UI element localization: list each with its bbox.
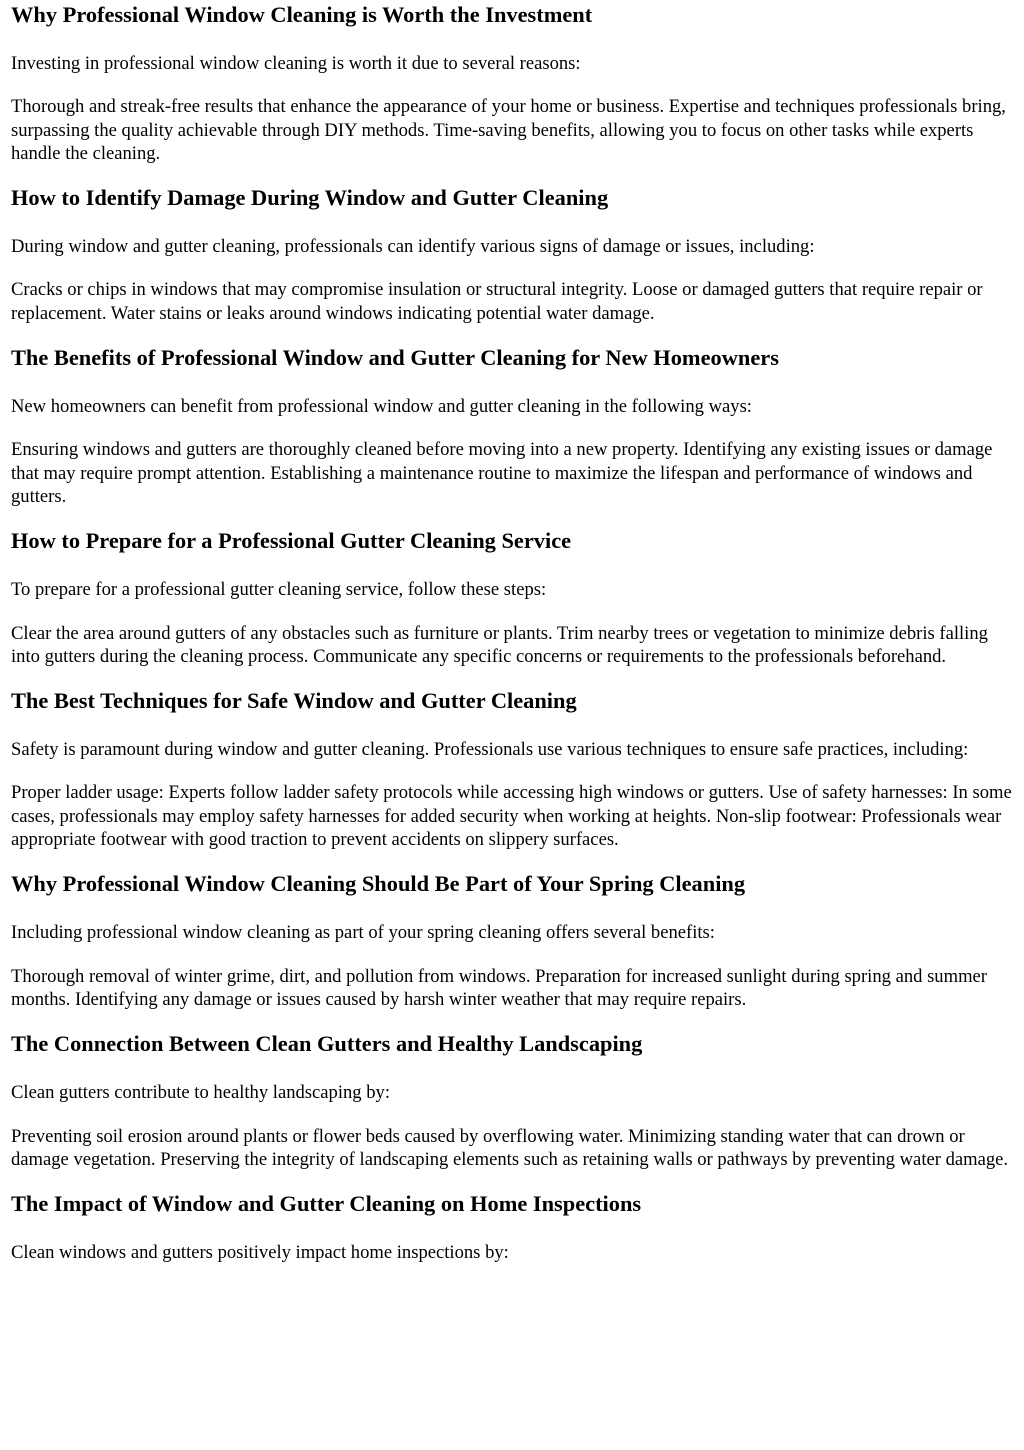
section-heading: The Impact of Window and Gutter Cleaning on Home Inspections [11,1191,642,1217]
section-intro: Safety is paramount during window and gutter cleaning. Professionals use various techniques to ensure safe practices, including: [11,739,969,761]
section-new-homeowners [11,345,1016,508]
section-body: Thorough and streak-free results that enhance the appearance of your home or business. Expertise and techniques professionals bring, surpassing the quality achievable through DIY methods. Time-saving benefits, allowing you to focus on other tasks while experts handle the cleaning. [11,96,1006,164]
section-intro: Clean windows and gutters positively impact home inspections by: [11,1242,509,1264]
section-identify-damage [11,185,1016,325]
section-heading: The Best Techniques for Safe Window and Gutter Cleaning [11,688,577,714]
section-body: Thorough removal of winter grime, dirt, and pollution from windows. Preparation for increased sunlight during spring and summer months. Identifying any damage or issues caused by harsh winter weather that may require repairs. [11,965,987,1010]
section-body: Preventing soil erosion around plants or flower beds caused by overflowing water. Minimizing standing water that can drown or damage vegetation. Preserving the integrity of landscaping elements such as retaining walls or pathways by preventing water damage. [11,1125,1009,1170]
section-intro: Including professional window cleaning as part of your spring cleaning offers several benefits: [11,922,715,944]
section-intro: To prepare for a professional gutter cleaning service, follow these steps: [11,579,547,601]
section-heading: How to Identify Damage During Window and Gutter Cleaning [11,185,609,211]
section-home-inspections [11,1191,1016,1264]
section-safe-techniques [11,688,1016,851]
section-intro: During window and gutter cleaning, professionals can identify various signs of damage or issues, including: [11,236,815,258]
section-spring-cleaning [11,871,1016,1011]
section-body: Clear the area around gutters of any obstacles such as furniture or plants. Trim nearby trees or vegetation to minimize debris falling into gutters during the cleaning process. Communicate any specific concerns or requirements to the professionals beforehand. [11,622,988,667]
section-heading: Why Professional Window Cleaning Should Be Part of Your Spring Cleaning [11,871,746,897]
section-body: Cracks or chips in windows that may compromise insulation or structural integrity. Loose or damaged gutters that require repair or replacement. Water stains or leaks around windows indicating potential water damage. [11,279,983,324]
section-body: Ensuring windows and gutters are thoroughly cleaned before moving into a new property. Identifying any existing issues or damage that may require prompt attention. Establishing a maintenance routine to maximize the lifespan and performance of windows and gutters. [11,439,993,507]
section-investment [11,2,1016,165]
section-intro: Investing in professional window cleaning is worth it due to several reasons: [11,53,581,74]
section-landscaping [11,1031,1016,1171]
section-intro: New homeowners can benefit from professional window and gutter cleaning in the following ways: [11,396,752,418]
section-heading: How to Prepare for a Professional Gutter Cleaning Service [11,528,572,554]
article [0,2,1024,1264]
section-intro: Clean gutters contribute to healthy landscaping by: [11,1082,391,1104]
section-heading: The Connection Between Clean Gutters and Healthy Landscaping [11,1031,643,1057]
section-prepare [11,528,1016,668]
section-heading: The Benefits of Professional Window and Gutter Cleaning for New Homeowners [11,345,779,371]
section-heading: Why Professional Window Cleaning is Worth the Investment [11,2,593,27]
section-body: Proper ladder usage: Experts follow ladder safety protocols while accessing high windows or gutters. Use of safety harnesses: In some cases, professionals may employ safety harnesses for added security when working at heights. Non-slip footwear: Professionals wear appropriate footwear with good traction to prevent accidents on slippery surfaces. [11,782,1012,851]
